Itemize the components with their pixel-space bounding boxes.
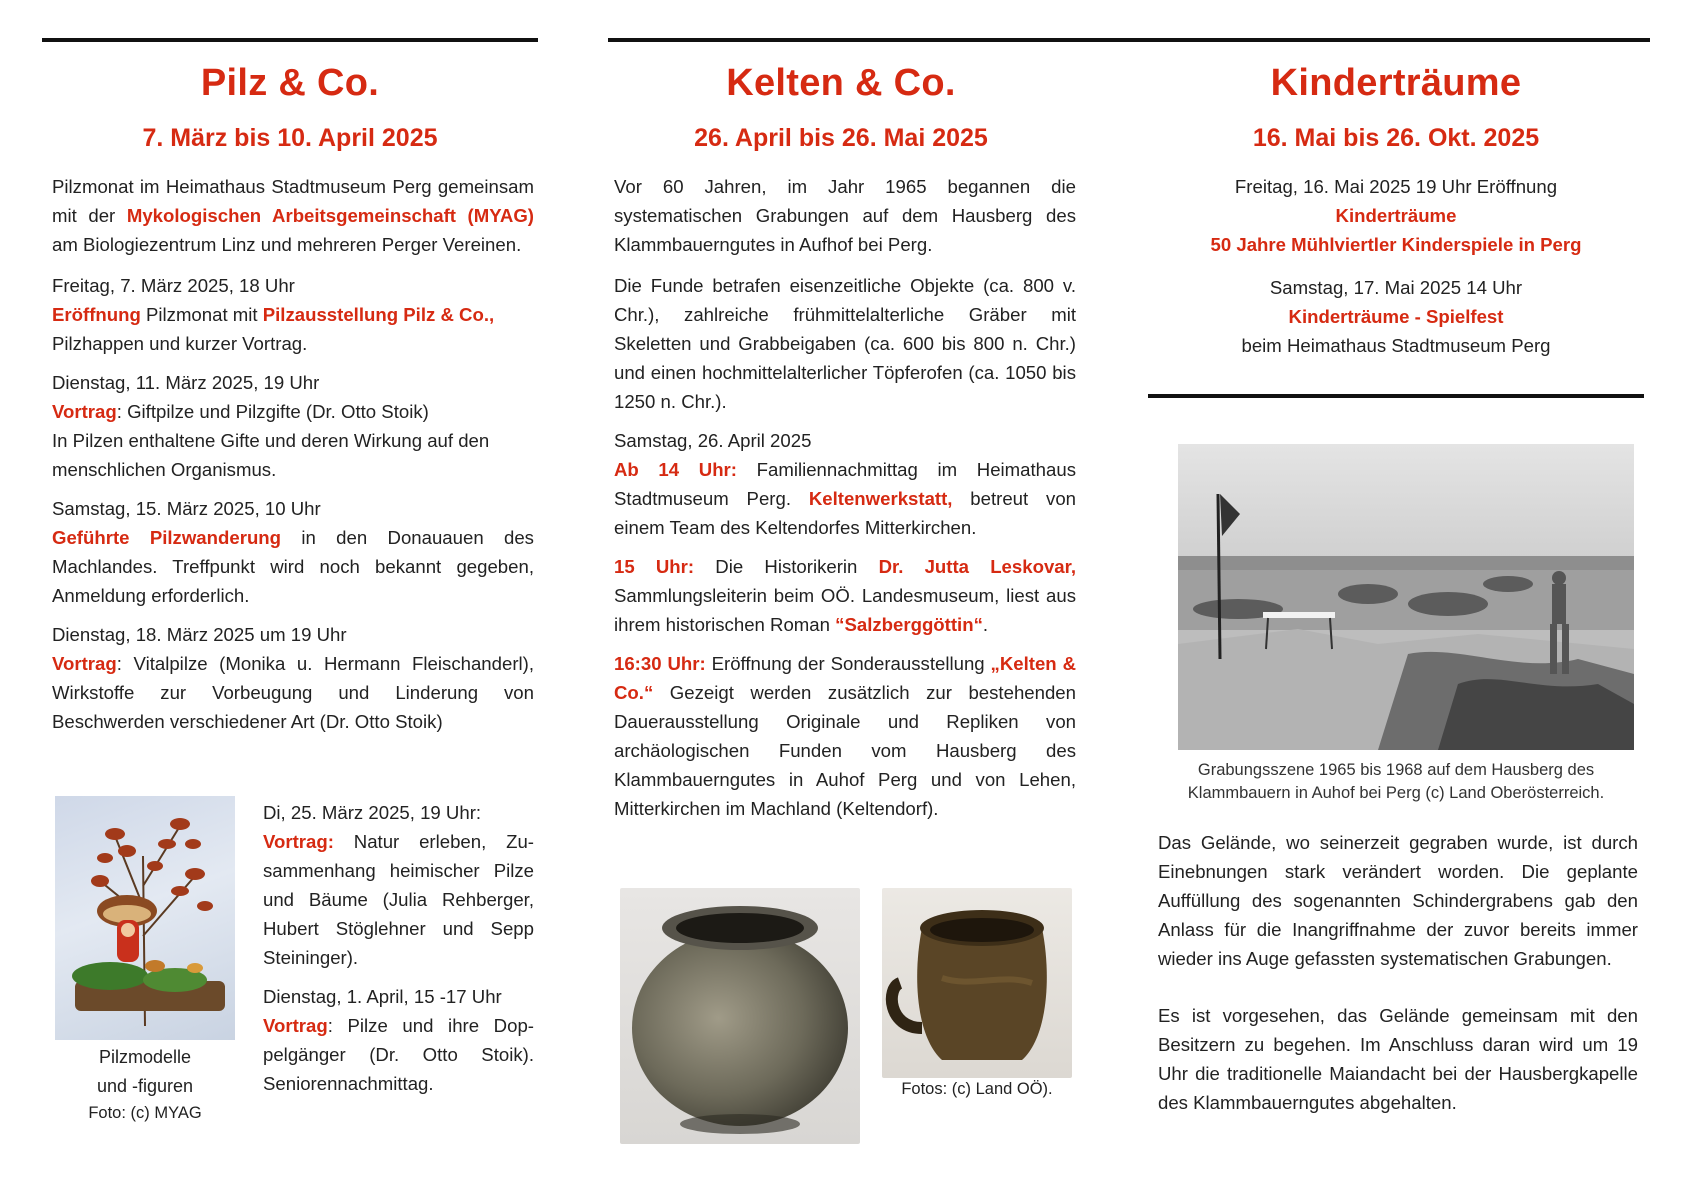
- highlight-text: Kinderträume - Spielfest: [1288, 306, 1504, 327]
- highlight-text: 16:30 Uhr:: [614, 653, 706, 674]
- column-dates: 16. Mai bis 26. Okt. 2025: [1252, 124, 1540, 152]
- cup-icon: [882, 888, 1072, 1078]
- column-body: [614, 172, 1076, 837]
- event-item: 15 Uhr: Die Historikerin Dr. Jutta Leskovar, Sammlungsleiterin beim OÖ. Landesmuseum, liest aus ihrem historischen Roman “Salzberggöttin“.: [614, 556, 1076, 635]
- section-divider: [1148, 394, 1644, 398]
- photo-credit: Foto: (c) MYAG: [88, 1104, 202, 1122]
- event-date: Freitag, 7. März 2025, 18 Uhr: [52, 275, 295, 296]
- column-dates: 7. März bis 10. April 2025: [142, 124, 438, 152]
- pot-photo: [620, 888, 860, 1144]
- excavation-photo: [1178, 444, 1634, 750]
- highlight-text: Pilzausstellung Pilz & Co.,: [262, 304, 495, 325]
- cup-photo: [882, 888, 1072, 1078]
- top-rule-left: [42, 38, 538, 42]
- top-rule-right: [608, 38, 1650, 42]
- event-item: Samstag, 26. April 2025 Ab 14 Uhr: Familiennachmittag im Heimathaus Stadtmuseum Perg. Keltenwerkstatt, betreut von einem Team des Keltendorfes Mitterkirchen.: [614, 430, 1076, 538]
- highlight-text: “Salzberggöttin“: [835, 614, 983, 635]
- event-item: 16:30 Uhr: Eröffnung der Sonderausstellung „Kelten & Co.“ Gezeigt werden zusätzlich zur bestehenden Dauerausstellung Originale und Repliken von archäologischen Funden vom Hausberg des Klammbauerngutes in Auhof Perg und von Lehen, Mitterkirchen im Machland (Keltendorf).: [614, 653, 1077, 819]
- event-date: Dienstag, 18. März 2025 um 19 Uhr: [52, 624, 347, 645]
- highlight-text: Vortrag: [263, 1015, 328, 1036]
- event-date: Samstag, 17. Mai 2025 14 Uhr: [1269, 277, 1523, 298]
- event-date: Dienstag, 1. April, 15 -17 Uhr: [263, 986, 502, 1007]
- mushroom-figure-icon: [55, 796, 235, 1040]
- highlight-text: Eröffnung: [52, 304, 141, 325]
- excavation-scene-icon: [1178, 444, 1634, 750]
- paragraph: Vor 60 Jahren, im Jahr 1965 begannen die systematischen Grabungen auf dem Hausberg des Klammbauerngutes in Aufhof bei Perg.: [614, 176, 1076, 255]
- pot-icon: [620, 888, 860, 1144]
- event-item: Samstag, 15. März 2025, 10 Uhr Geführte Pilzwanderung in den Donauauen des Machlandes. Treffpunkt wird noch bekannt gegeben, Anmeldung erforderlich.: [52, 498, 534, 606]
- event-date: Di, 25. März 2025, 19 Uhr:: [263, 802, 482, 823]
- photo-caption: Grabungsszene 1965 bis 1968 auf dem Hausberg des Klammbauern in Auhof bei Perg (c) Land Oberösterreich.: [1187, 761, 1605, 802]
- event-date: Samstag, 26. April 2025: [614, 430, 812, 451]
- column-body: [1158, 828, 1638, 1131]
- paragraph: Die Funde betrafen eisenzeitliche Objekte (ca. 800 v. Chr.), zahlreiche frühmittelalterliche Gräber mit Skeletten und Grabbeigaben (ca. 600 bis 800 n. Chr.) und einen hochmittelalterlicher Töpferofen (ca. 1050 bis 1250 n. Chr.).: [614, 275, 1076, 412]
- event-item: Dienstag, 18. März 2025 um 19 Uhr Vortrag: Vitalpilze (Monika u. Hermann Fleischanderl), Wirkstoffe zur Vorbeugung und Linderung von Beschwerden verschiedener Art (Dr. Otto Stoik): [52, 624, 534, 732]
- column-title: Kinderträume: [1270, 62, 1522, 104]
- paragraph: Das Gelände, wo seinerzeit gegraben wurde, ist durch Einebnungen stark verändert worden. Die geplante Auffüllung des sogenannten Schindergrabens gab den Anlass für die Inangriffnahme der zuvor bereits immer wieder ins Auge gefassten systematischen Grabungen.: [1158, 832, 1638, 969]
- highlight-text: Keltenwerkstatt,: [808, 488, 953, 509]
- highlight-text: Mykologischen Arbeitsgemeinschaft (MYAG): [126, 205, 534, 226]
- mushroom-photo: [55, 796, 235, 1040]
- column-title: Kelten & Co.: [726, 62, 956, 104]
- highlight-text: „Kelten & Co.“: [614, 653, 1077, 703]
- event-item: Freitag, 7. März 2025, 18 Uhr Eröffnung Pilzmonat mit Pilzausstellung Pilz & Co., Pilzhappen und kurzer Vortrag.: [52, 275, 495, 354]
- highlight-text: 50 Jahre Mühlviertler Kinderspiele in Perg: [1210, 234, 1582, 255]
- event-date: Samstag, 15. März 2025, 10 Uhr: [52, 498, 321, 519]
- photo-credit: Fotos: (c) Land OÖ).: [901, 1080, 1053, 1098]
- intro-paragraph: Pilzmonat im Heimathaus Stadtmuseum Perg gemeinsam mit der Mykologischen Arbeitsgemeinschaft (MYAG) am Biologiezentrum Linz und mehreren Perger Vereinen.: [52, 176, 534, 255]
- photo-caption: Pilzmodelle und -figuren: [96, 1047, 194, 1096]
- column-body-lower: [263, 798, 534, 1112]
- event-location: beim Heimathaus Stadtmuseum Perg: [1241, 335, 1551, 356]
- highlight-text: Ab 14 Uhr:: [614, 459, 737, 480]
- event-date: Freitag, 16. Mai 2025 19 Uhr Eröffnung: [1234, 176, 1558, 197]
- paragraph: Es ist vorgesehen, das Gelände gemeinsam mit den Besitzern zu begehen. Im Anschluss daran wird um 19 Uhr die traditionelle Maiandacht bei der Hausbergkapelle des Klammbauerngutes abgehalten.: [1158, 1005, 1638, 1113]
- highlight-text: Kinderträume: [1335, 205, 1457, 226]
- column-body: [52, 172, 534, 750]
- event-item: Dienstag, 1. April, 15 -17 Uhr Vortrag: Pilze und ihre Doppelgänger (Dr. Otto Stoik). Seniorennachmittag.: [263, 986, 534, 1094]
- highlight-text: Dr. Jutta Leskovar,: [878, 556, 1076, 577]
- event-date: Dienstag, 11. März 2025, 19 Uhr: [52, 372, 320, 393]
- highlight-text: Vortrag:: [263, 831, 334, 852]
- column-dates: 26. April bis 26. Mai 2025: [694, 124, 988, 152]
- column-title: Pilz & Co.: [200, 62, 380, 104]
- event-block: [1148, 172, 1644, 360]
- highlight-text: Vortrag: [52, 653, 117, 674]
- highlight-text: Vortrag: [52, 401, 117, 422]
- event-item: Dienstag, 11. März 2025, 19 Uhr Vortrag: Giftpilze und Pilzgifte (Dr. Otto Stoik) In Pilzen enthaltene Gifte und deren Wirkung auf den menschlichen Organismus.: [52, 372, 490, 480]
- highlight-text: Geführte Pilzwanderung: [52, 527, 282, 548]
- event-item: Di, 25. März 2025, 19 Uhr: Vortrag: Natur erleben, Zusammenhang heimischer Pilze und Bäume (Julia Rehberger, Hubert Stöglehner und Sepp Steininger).: [263, 802, 534, 968]
- spacer: [1148, 259, 1644, 273]
- highlight-text: 15 Uhr:: [614, 556, 695, 577]
